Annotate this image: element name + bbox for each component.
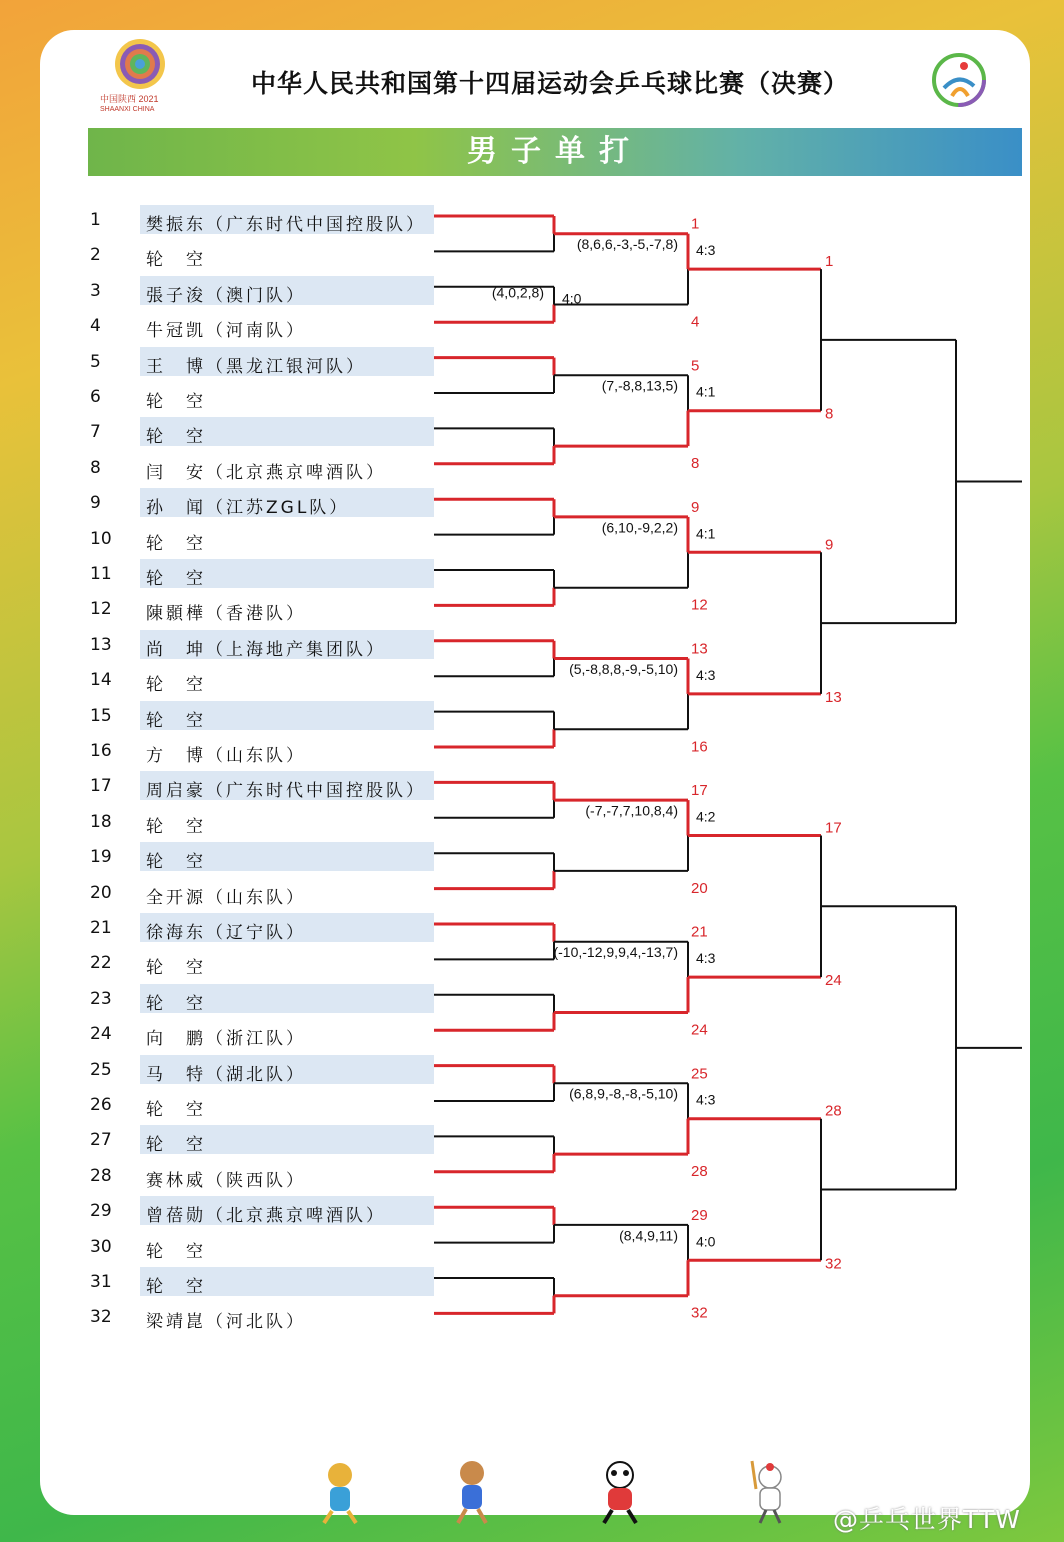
match-result: 4:3 (696, 950, 716, 967)
match-result: 4:3 (696, 666, 716, 683)
seed-number: 15 (90, 705, 112, 726)
round2-bottom-label: 12 (691, 596, 708, 614)
match-result: 4:3 (696, 242, 716, 259)
seed-number: 17 (90, 776, 112, 797)
player-name: 轮 空 (146, 1100, 206, 1120)
round3-label: 8 (825, 405, 834, 423)
round2-top-label: 13 (691, 640, 708, 658)
player-name: 轮 空 (146, 250, 206, 271)
player-name: 轮 空 (146, 816, 206, 837)
game-scores: (7,-8,8,13,5) (601, 377, 678, 394)
event-title: 男子单打 (467, 134, 643, 169)
player-name: 周启豪（广东时代中国控股队） (146, 781, 426, 802)
cow-mascot-icon (458, 1461, 486, 1523)
player-name: 陳顥樺（香港队） (146, 604, 306, 625)
match-result: 4:0 (696, 1233, 716, 1250)
player-name: 徐海东（辽宁队） (146, 923, 306, 943)
seed-number: 29 (90, 1201, 112, 1222)
seed-number: 16 (90, 741, 112, 761)
round2-top-label: 21 (691, 923, 708, 941)
round2-bottom-label: 32 (691, 1304, 708, 1322)
seed-number: 7 (90, 422, 101, 443)
seed-number: 26 (90, 1095, 112, 1115)
seed-number: 27 (90, 1130, 112, 1151)
game-scores: (8,6,6,-3,-5,-7,8) (576, 236, 678, 253)
player-name: 马 特（湖北队） (146, 1064, 306, 1085)
game-scores: (-10,-12,9,9,4,-13,7) (553, 944, 678, 961)
seed-number: 21 (90, 918, 112, 938)
round2-bottom-label: 20 (691, 879, 708, 897)
seed-number: 23 (90, 988, 112, 1009)
player-name: 轮 空 (146, 1135, 206, 1156)
seed-number: 9 (90, 493, 101, 514)
mascot-strip (300, 1455, 820, 1525)
seed-number: 28 (90, 1165, 112, 1186)
round2-top-label: 17 (691, 782, 708, 800)
svg-text:中国陕西 2021: 中国陕西 2021 (100, 94, 159, 104)
round3-label: 28 (825, 1102, 842, 1120)
player-name: 尚 坤（上海地产集团队） (146, 639, 386, 660)
round3-label: 17 (825, 819, 842, 837)
round3-label: 24 (825, 972, 842, 990)
player-name: 轮 空 (146, 1277, 206, 1297)
player-name: 張子浚（澳门队） (146, 285, 306, 306)
game-scores: (8,4,9,11) (619, 1227, 678, 1244)
player-name: 孙 闻（江苏ZGL队） (146, 498, 350, 519)
monkey-mascot-icon (324, 1463, 356, 1523)
round3-label: 1 (825, 253, 834, 271)
player-name: 轮 空 (146, 569, 206, 589)
player-name: 轮 空 (146, 710, 206, 731)
round2-top-label: 5 (691, 357, 700, 375)
player-name: 闫 安（北京燕京啤酒队） (146, 462, 386, 483)
match-result: 4:1 (696, 383, 716, 400)
svg-text:SHAANXI CHINA: SHAANXI CHINA (100, 106, 155, 113)
player-name: 曾蓓勋（北京燕京啤酒队） (146, 1206, 386, 1227)
match-result: 4:1 (696, 525, 716, 542)
player-name: 向 鹏（浙江队） (146, 1029, 306, 1050)
player-name: 轮 空 (146, 852, 206, 873)
round2-bottom-label: 16 (691, 738, 708, 756)
player-name: 轮 空 (146, 427, 206, 448)
seed-number: 14 (90, 670, 112, 691)
seed-number: 5 (90, 351, 101, 372)
match-result: 4:3 (696, 1091, 716, 1108)
player-name: 王 博（黑龙江银河队） (146, 356, 366, 377)
seed-number: 31 (90, 1272, 112, 1292)
game-scores: (6,10,-9,2,2) (601, 519, 678, 536)
round3-label: 9 (825, 536, 834, 554)
seed-number: 18 (90, 811, 112, 832)
round2-top-label: 9 (691, 498, 700, 516)
panda-mascot-icon (604, 1462, 636, 1523)
seed-number: 6 (90, 387, 101, 407)
player-name: 牛冠凯（河南队） (146, 321, 306, 342)
seed-number: 4 (90, 316, 101, 337)
seed-number: 12 (90, 599, 112, 620)
game-scores: (4,0,2,8) (491, 284, 544, 301)
match-result: 4:2 (696, 808, 716, 825)
game-scores: (6,8,9,-8,-8,-5,10) (569, 1085, 678, 1102)
seed-number: 8 (90, 457, 101, 478)
crane-mascot-icon (752, 1461, 781, 1523)
seed-number: 1 (90, 210, 101, 230)
seed-number: 10 (90, 528, 112, 549)
round2-top-label: 25 (691, 1065, 708, 1083)
player-name: 轮 空 (146, 993, 206, 1014)
player-name: 赛林威（陕西队） (146, 1170, 306, 1191)
player-name: 轮 空 (146, 1241, 206, 1262)
watermark: @乒乓世界TTW (833, 1505, 1021, 1534)
round2-bottom-label: 4 (691, 313, 700, 331)
round2-bottom-label: 8 (691, 455, 700, 473)
seed-number: 24 (90, 1024, 112, 1045)
seed-number: 22 (90, 953, 112, 974)
player-name: 轮 空 (146, 392, 206, 412)
game-scores: (5,-8,8,8,-9,-5,10) (569, 660, 678, 677)
seed-number: 11 (90, 564, 112, 584)
round3-label: 13 (825, 688, 842, 706)
round2-top-label: 1 (691, 215, 700, 233)
round2-bottom-label: 28 (691, 1163, 708, 1181)
round2-top-label: 29 (691, 1206, 708, 1224)
page-title: 中华人民共和国第十四届运动会乒乓球比赛（决赛） (250, 69, 849, 98)
seed-number: 3 (90, 280, 101, 301)
seed-number: 30 (90, 1236, 112, 1257)
seed-number: 19 (90, 847, 112, 868)
player-name: 轮 空 (146, 958, 206, 979)
seed-number: 13 (90, 634, 112, 655)
game-scores: (-7,-7,7,10,8,4) (585, 802, 678, 819)
player-name: 全开源（山东队） (146, 887, 306, 908)
player-name: 方 博（山东队） (146, 746, 306, 766)
seed-number: 32 (90, 1307, 112, 1328)
player-name: 梁靖崑（河北队） (146, 1312, 306, 1333)
seed-number: 20 (90, 882, 112, 903)
player-name: 樊振东（广东时代中国控股队） (146, 215, 426, 235)
round3-label: 32 (825, 1255, 842, 1273)
seed-number: 2 (90, 245, 101, 266)
player-name: 轮 空 (146, 675, 206, 696)
player-name: 轮 空 (146, 533, 206, 554)
seed-number: 25 (90, 1059, 112, 1080)
round2-bottom-label: 24 (691, 1021, 708, 1039)
match-result: 4:0 (562, 290, 582, 307)
